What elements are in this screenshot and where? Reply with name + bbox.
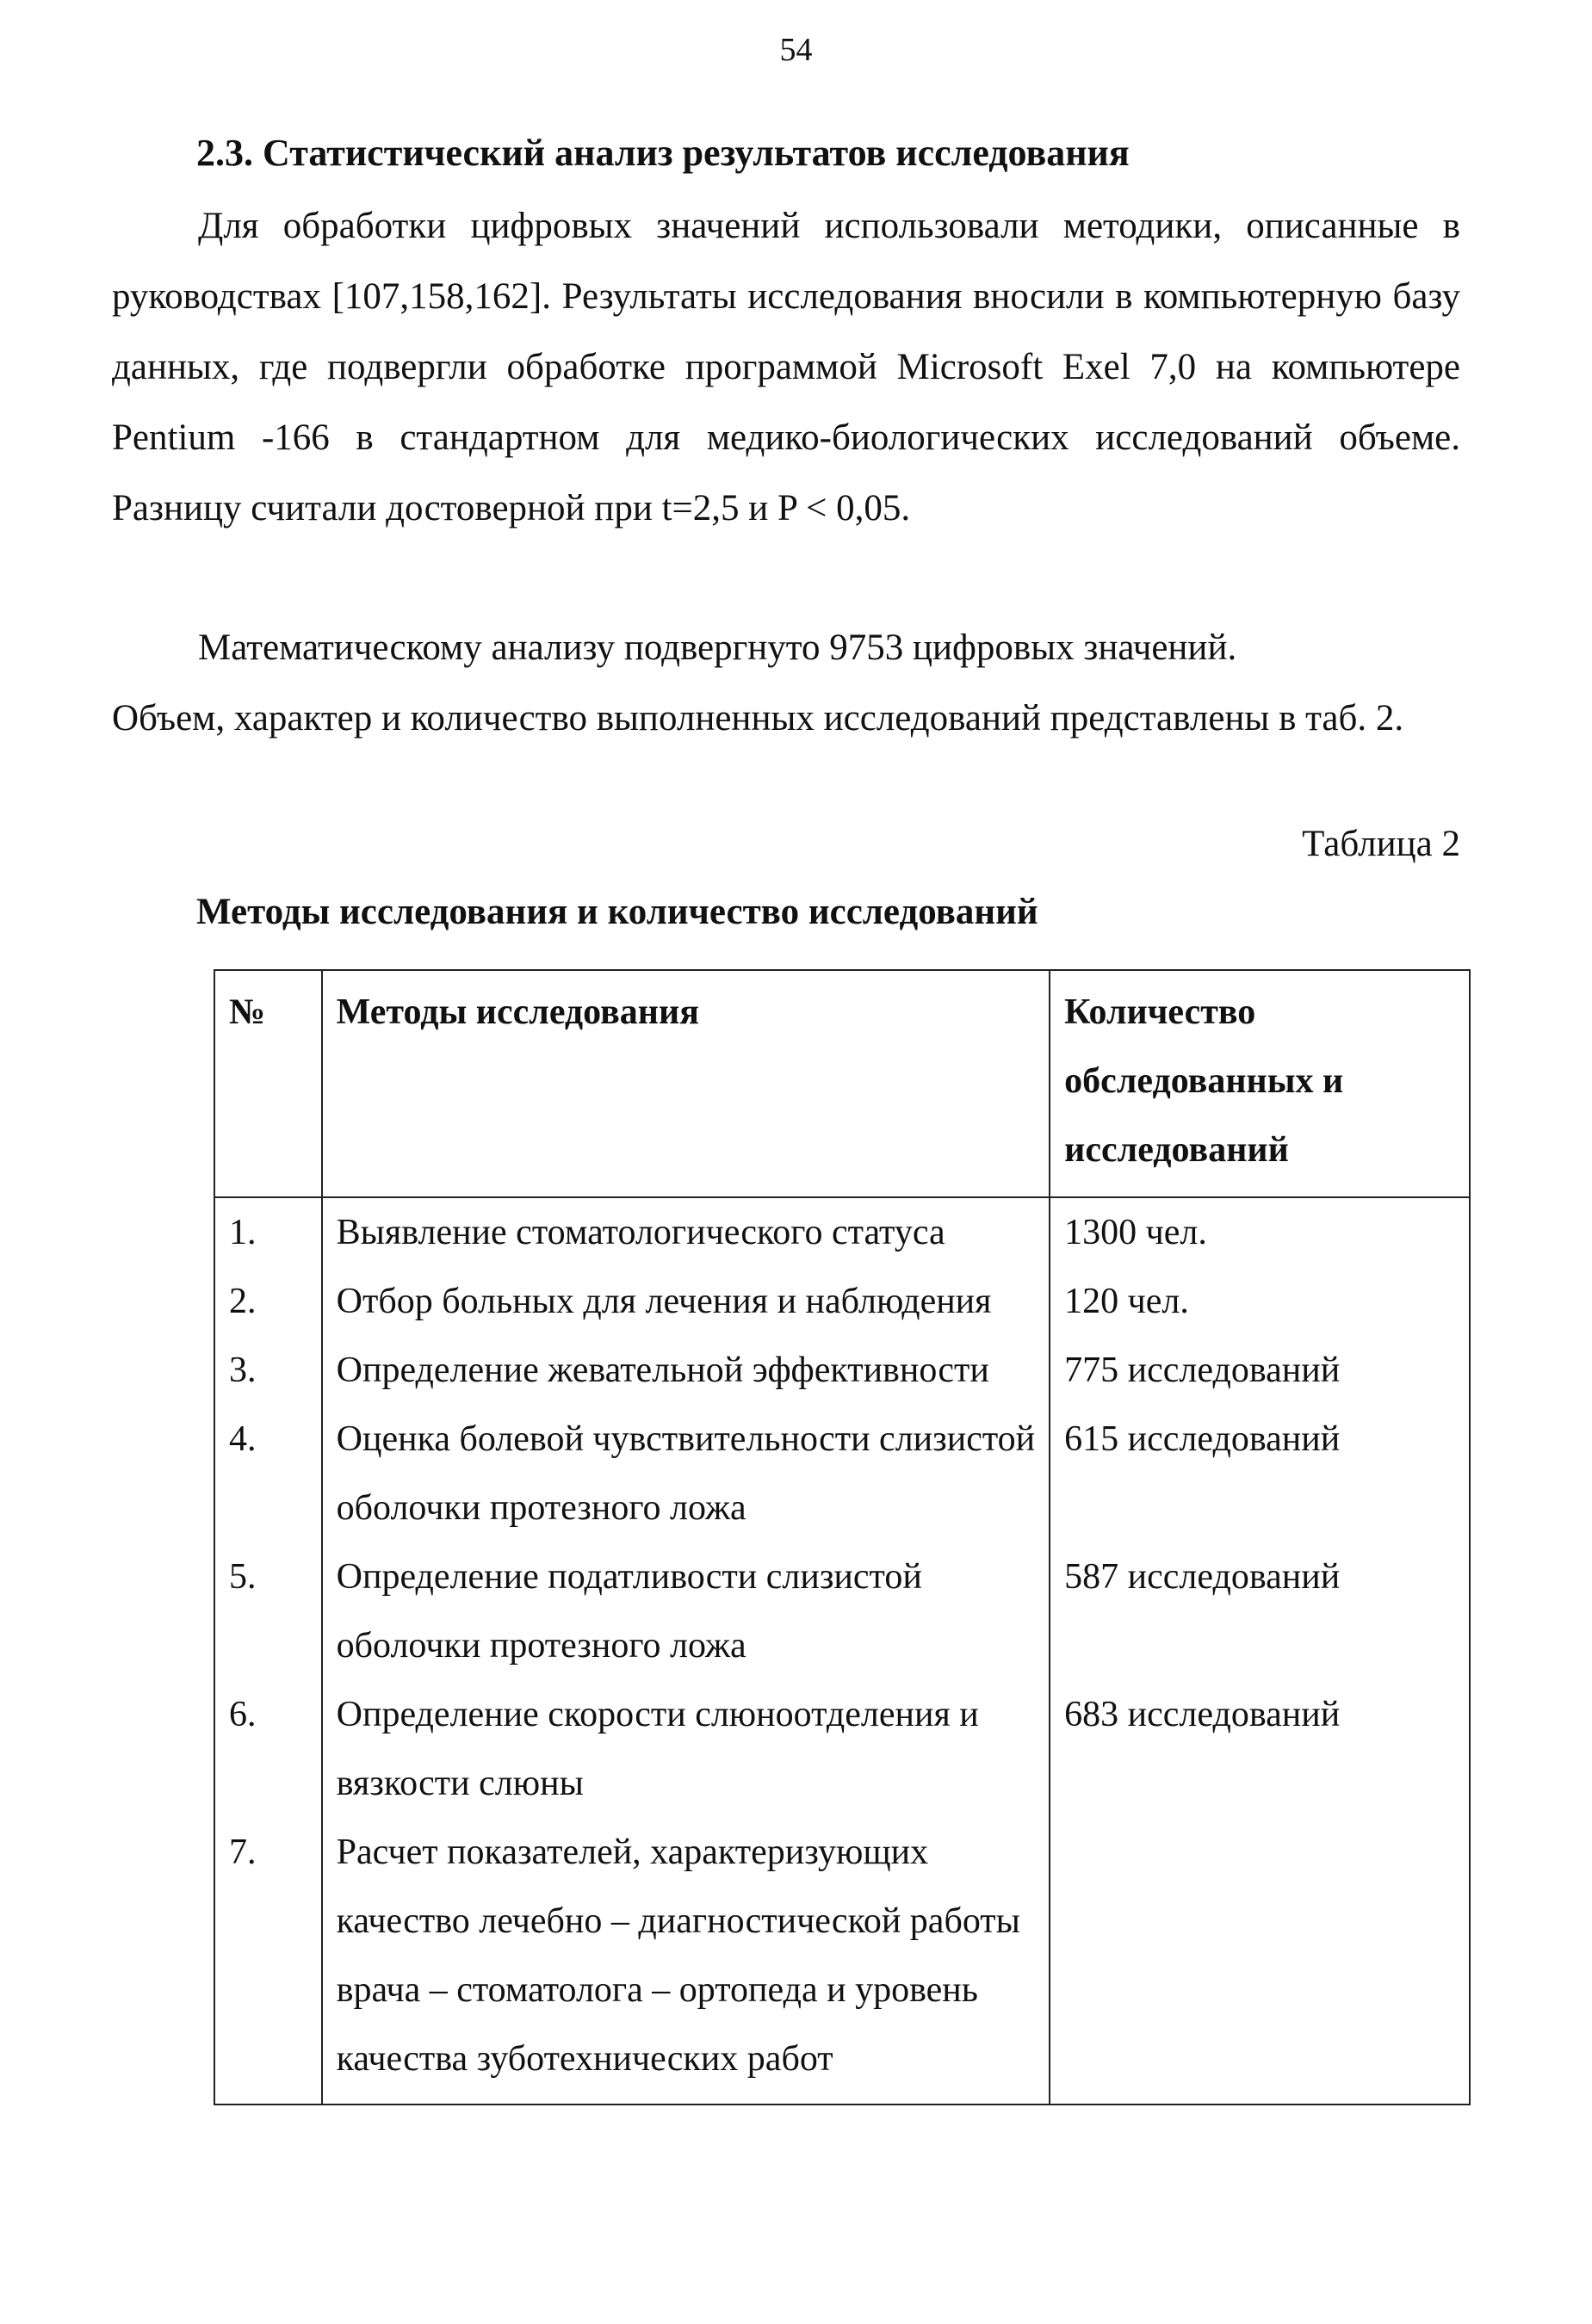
table-row (214, 1405, 1470, 1542)
table-row (214, 1197, 1470, 1267)
row-count (1050, 1818, 1470, 2105)
row-count: 1300 чел. (1050, 1197, 1470, 1267)
row-number: 7. (214, 1818, 322, 2105)
row-number: 2. (214, 1267, 322, 1336)
header-count: Количество обследованных и исследований (1050, 970, 1470, 1197)
methods-table (214, 969, 1471, 2105)
table-header-row (214, 970, 1470, 1197)
row-method: Расчет показателей, характеризующих качество лечебно – диагностической работы врача – стоматолога – ортопеда и уровень качества зуботехнических работ (322, 1818, 1050, 2105)
row-count: 683 исследований (1050, 1680, 1470, 1818)
row-method: Оценка болевой чувствительности слизистой оболочки протезного ложа (322, 1405, 1050, 1542)
row-method: Определение податливости слизистой оболочки протезного ложа (322, 1542, 1050, 1680)
row-count: 775 исследований (1050, 1336, 1470, 1405)
row-number: 3. (214, 1336, 322, 1405)
row-number: 5. (214, 1542, 322, 1680)
table-title: Методы исследования и количество исследований (196, 892, 1038, 932)
paragraph-analysis (112, 613, 1460, 754)
row-method: Определение скорости слюноотделения и вязкости слюны (322, 1680, 1050, 1818)
header-method: Методы исследования (322, 970, 1050, 1197)
row-method: Выявление стоматологического статуса (322, 1197, 1050, 1267)
table-row (214, 1336, 1470, 1405)
paragraph-statistics: Для обработки цифровых значений использовали методики, описанные в руководствах [107,158,162]. Результаты исследования вносили в компьютерную базу данных, где подвергли обработке программой Microsoft Exel 7,0 на компьютере Pentium -166 в стандартном для медико-биологических исследований объеме. Разницу считали достоверной при t=2,5 и P < 0,05. (112, 206, 1460, 528)
page-number: 54 (779, 32, 813, 68)
section-title: 2.3. Статистический анализ результатов исследования (196, 132, 1130, 174)
row-method: Отбор больных для лечения и наблюдения (322, 1267, 1050, 1336)
row-number: 6. (214, 1680, 322, 1818)
row-number: 1. (214, 1197, 322, 1267)
table-row (214, 1818, 1470, 2105)
paragraph-analysis-line1: Математическому анализу подвергнуто 9753 цифровых значений. (198, 627, 1237, 668)
row-method: Определение жевательной эффективности (322, 1336, 1050, 1405)
table-row (214, 1267, 1470, 1336)
table-label: Таблица 2 (1302, 824, 1460, 864)
row-count: 587 исследований (1050, 1542, 1470, 1680)
table-row (214, 1542, 1470, 1680)
row-count: 120 чел. (1050, 1267, 1470, 1336)
row-count: 615 исследований (1050, 1405, 1470, 1542)
paragraph-analysis-rest: Объем, характер и количество выполненных исследований представлены в таб. 2. (112, 698, 1404, 739)
table-row (214, 1680, 1470, 1818)
header-number: № (214, 970, 322, 1197)
row-number: 4. (214, 1405, 322, 1542)
